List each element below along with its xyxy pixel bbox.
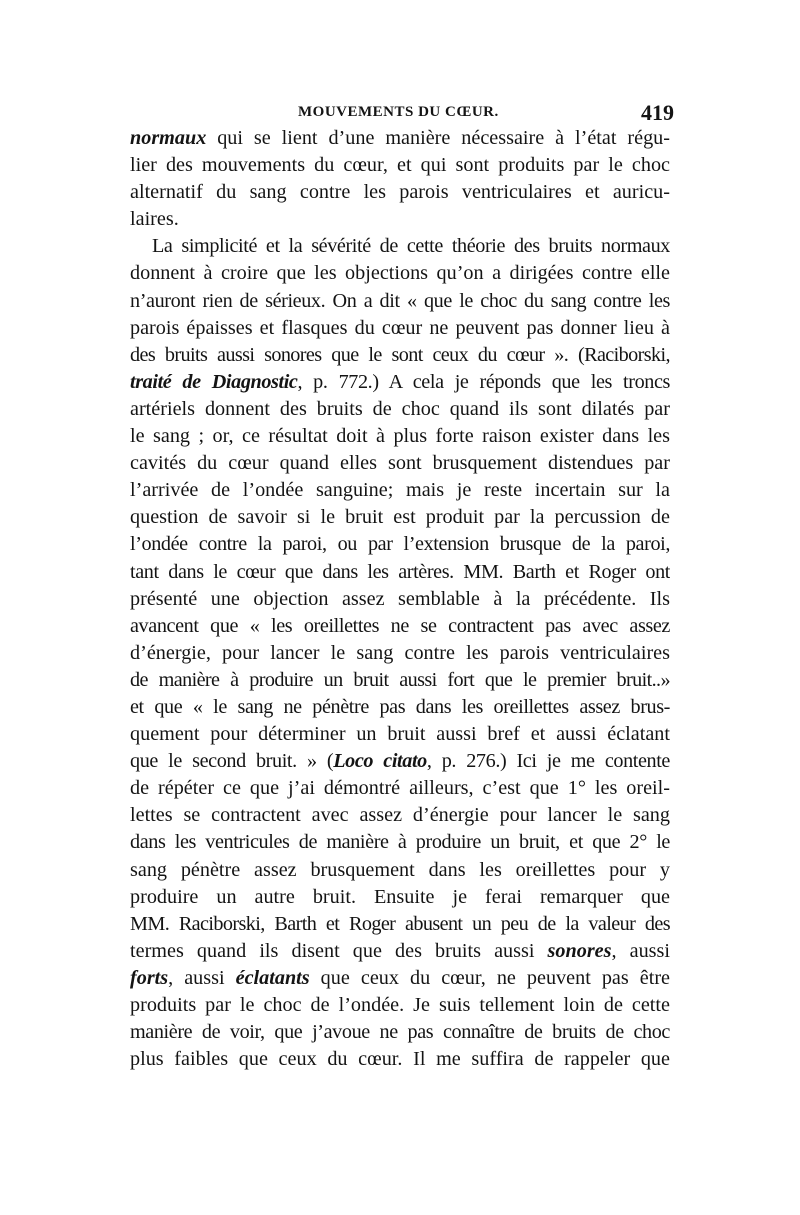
text-line: normaux qui se lient d’une manière nécessaire à l’état régu- [130,127,670,149]
running-title: MOUVEMENTS DU CŒUR. [298,104,499,120]
text-line: d’énergie, pour lancer le sang contre les parois ventriculaires [130,641,670,664]
text-line: traité de Diagnostic, p. 772.) A cela je réponds que les troncs [130,370,670,393]
text-line: manière de voir, que j’avoue ne pas connaître de bruits de choc [130,1021,670,1044]
text-line: tant dans le cœur que dans les artères. MM. Barth et Roger ont [130,560,670,583]
text-line: donnent à croire que les objections qu’on a dirigées contre elle [130,262,670,285]
text-line: dans les ventricules de manière à produire un bruit, et que 2° le [130,831,670,854]
text-line: et que « le sang ne pénètre pas dans les oreillettes assez brus- [130,695,670,718]
text-line: MM. Raciborski, Barth et Roger abusent un peu de la valeur des [130,912,670,935]
text-line: artériels donnent des bruits de choc quand ils sont dilatés par [130,397,670,420]
text-line: parois épaisses et flasques du cœur ne peuvent pas donner lieu à [130,316,670,339]
page-number: 419 [641,100,674,125]
text-line: l’ondée contre la paroi, ou par l’extension brusque de la paroi, [130,533,670,556]
text-line: lettes se contractent avec assez d’énergie pour lancer le sang [130,804,670,827]
text-line: La simplicité et la sévérité de cette théorie des bruits normaux [152,235,670,258]
text-line: présenté une objection assez semblable à la précédente. Ils [130,587,670,610]
text-line: termes quand ils disent que des bruits aussi sonores, aussi [130,939,670,962]
text-line: forts, aussi éclatants que ceux du cœur, ne peuvent pas être [130,966,670,989]
text-line: lier des mouvements du cœur, et qui sont produits par le choc [130,154,670,177]
text-line: produits par le choc de l’ondée. Je suis tellement loin de cette [130,994,670,1016]
text-line: de répéter ce que j’ai démontré ailleurs, c’est que 1° les oreil- [130,777,670,800]
text-line: des bruits aussi sonores que le sont ceux du cœur ». (Raciborski, [130,343,670,366]
text-line: cavités du cœur quand elles sont brusquement distendues par [130,452,670,475]
text-line: produire un autre bruit. Ensuite je ferai remarquer que [130,885,670,908]
body-text [130,125,670,1073]
text-line: de manière à produire un bruit aussi fort que le premier bruit..» [130,668,670,691]
text-line: quement pour déterminer un bruit aussi bref et aussi éclatant [130,723,670,746]
text-line: le sang ; or, ce résultat doit à plus forte raison exister dans les [130,425,670,448]
text-line: alternatif du sang contre les parois ventriculaires et auricu- [130,181,670,204]
text-line: avancent que « les oreillettes ne se contractent pas avec assez [130,614,670,637]
text-line: plus faibles que ceux du cœur. Il me suffira de rappeler que [130,1048,670,1071]
text-line: que le second bruit. » (Loco citato, p. 276.) Ici je me contente [130,750,670,773]
text-line: question de savoir si le bruit est produit par la percussion de [130,506,670,529]
text-line: n’auront rien de sérieux. On a dit « que le choc du sang contre les [130,289,670,312]
text-line: l’arrivée de l’ondée sanguine; mais je reste incertain sur la [130,479,670,502]
text-line: sang pénètre assez brusquement dans les oreillettes pour y [130,858,670,881]
text-line: laires. [130,208,179,231]
